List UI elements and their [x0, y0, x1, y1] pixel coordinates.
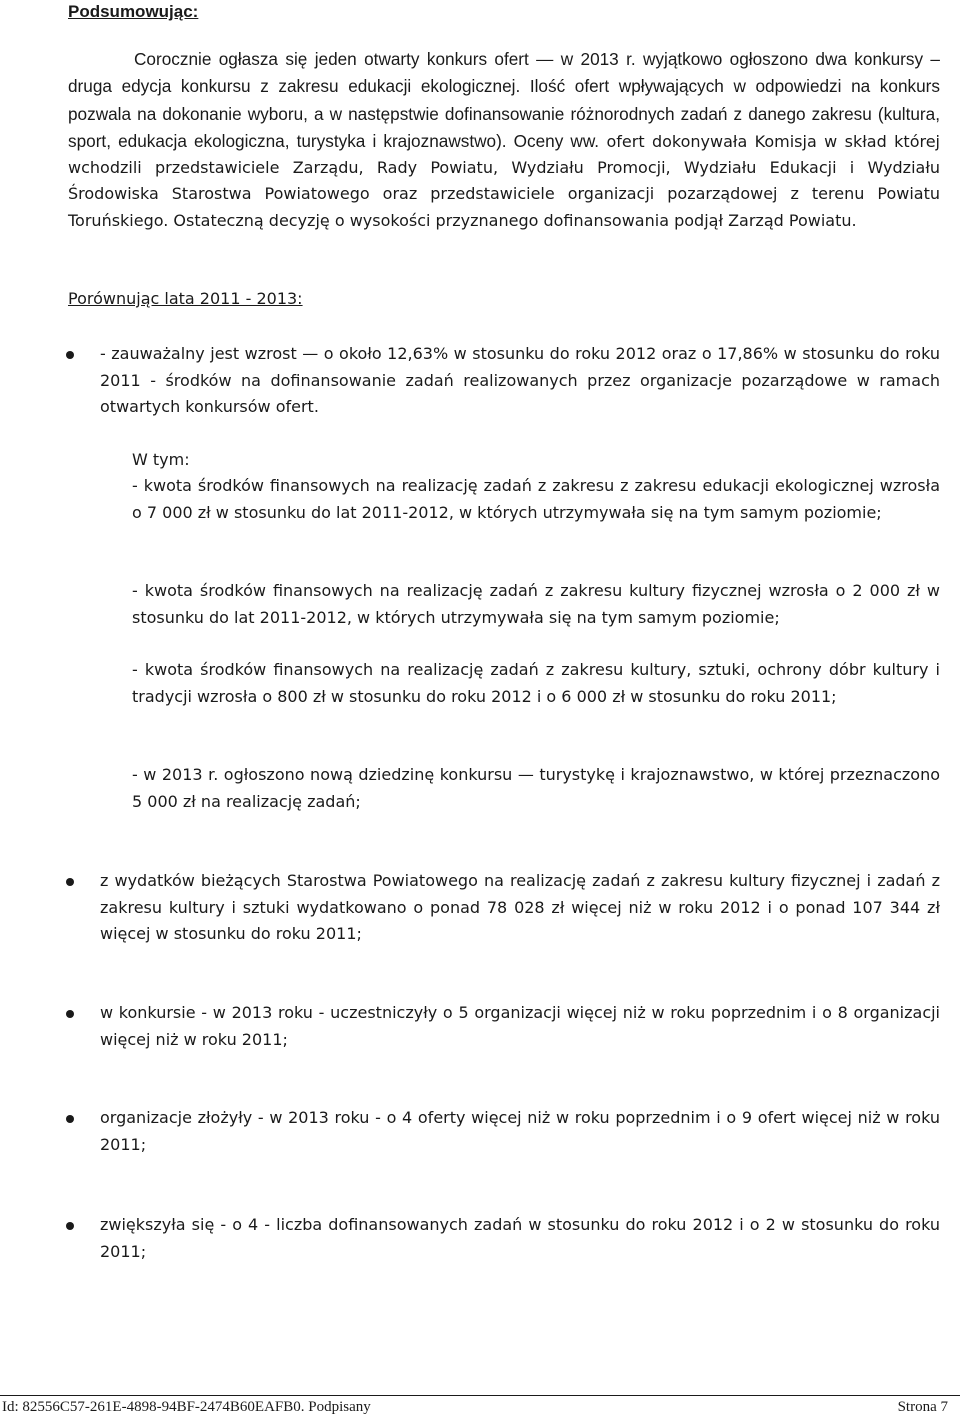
bullet-item-growth: - zauważalny jest wzrost — o około 12,63% w stosunku do roku 2012 oraz o 17,86% w stosunku do roku 2011 - środków na dofinansowanie zadań realizowanych przez organizacje pozarządowe w ramach otwartych konkursów ofert.	[100, 344, 940, 417]
bullet-icon	[66, 351, 74, 359]
bullet-icon	[66, 1115, 74, 1123]
detail-item-tourism: - w 2013 r. ogłoszono nową dziedzinę konkursu — turystykę i krajoznawstwo, w której przeznaczono 5 000 zł na realizację zadań;	[132, 765, 940, 811]
page-number: Strona 7	[897, 1399, 948, 1415]
detail-item-culture: - kwota środków finansowych na realizację zadań z zakresu kultury, sztuki, ochrony dóbr kultury i tradycji wzrosła o 800 zł w stosunku do roku 2012 i o 6 000 zł w stosunku do roku 2011;	[132, 660, 940, 706]
bullet-icon	[66, 878, 74, 886]
bullet-icon	[66, 1010, 74, 1018]
summary-heading: Podsumowując:	[68, 2, 199, 21]
footer-divider	[0, 1395, 960, 1396]
detail-intro: W tym:	[132, 450, 190, 469]
bullet-item-expenditure: z wydatków bieżących Starostwa Powiatowego na realizację zadań z zakresu kultury fizycznej i zadań z zakresu kultury i sztuki wydatkowano o ponad 78 028 zł więcej niż w roku 2012 i o ponad 107 344 zł więcej w stosunku do roku 2011;	[100, 871, 940, 944]
intro-paragraph	[68, 46, 940, 234]
detail-item-ecology: - kwota środków finansowych na realizację zadań z zakresu z zakresu edukacji ekologicznej wzrosła o 7 000 zł w stosunku do lat 2011-2012, w których utrzymywała się na tym samym poziomie;	[132, 476, 940, 522]
bullet-item-offers: organizacje złożyły - w 2013 roku - o 4 oferty więcej niż w roku poprzednim i o 9 ofert więcej niż w roku 2011;	[100, 1108, 940, 1154]
intro-text-part2: ofert dokonywała Komisja w skład której wchodzili przedstawiciele Zarządu, Rady Powiatu, Wydziału Promocji, Wydziału Edukacji i Wydziału Środowiska Starostwa Powiatowego oraz przedstawiciele organizacji pozarządowej z terenu Powiatu Toruńskiego. Ostateczną decyzję o wysokości przyznanego dofinansowania podjął Zarząd Powiatu.	[68, 131, 941, 230]
bullet-icon	[66, 1222, 74, 1230]
comparison-heading: Porównując lata 2011 - 2013:	[68, 289, 303, 308]
bullet-item-funded-tasks: zwiększyła się - o 4 - liczba dofinansowanych zadań w stosunku do roku 2012 i o 2 w stosunku do roku 2011;	[100, 1215, 940, 1261]
intro-text-part1: Corocznie ogłasza się jeden otwarty konkurs ofert — w 2013 r. wyjątkowo ogłoszono dwa konkursy – druga edycja konkursu z zakresu edukacji ekologicznej. Ilość ofert wpływających w odpowiedzi na konkurs pozwala na dokonanie wyboru, a w następstwie dofinansowanie różnorodnych zadań z danego zakresu (kultura, sport, edukacja ekologiczna, turystyka i krajoznawstwo). Oceny ww.	[68, 49, 940, 151]
document-id: Id: 82556C57-261E-4898-94BF-2474B60EAFB0. Podpisany	[2, 1399, 371, 1415]
bullet-item-organizations: w konkursie - w 2013 roku - uczestniczyły o 5 organizacji więcej niż w roku poprzednim i o 8 organizacji więcej niż w roku 2011;	[100, 1003, 940, 1049]
detail-item-sport: - kwota środków finansowych na realizację zadań z zakresu kultury fizycznej wzrosła o 2 000 zł w stosunku do lat 2011-2012, w których utrzymywała się na tym samym poziomie;	[132, 581, 940, 627]
